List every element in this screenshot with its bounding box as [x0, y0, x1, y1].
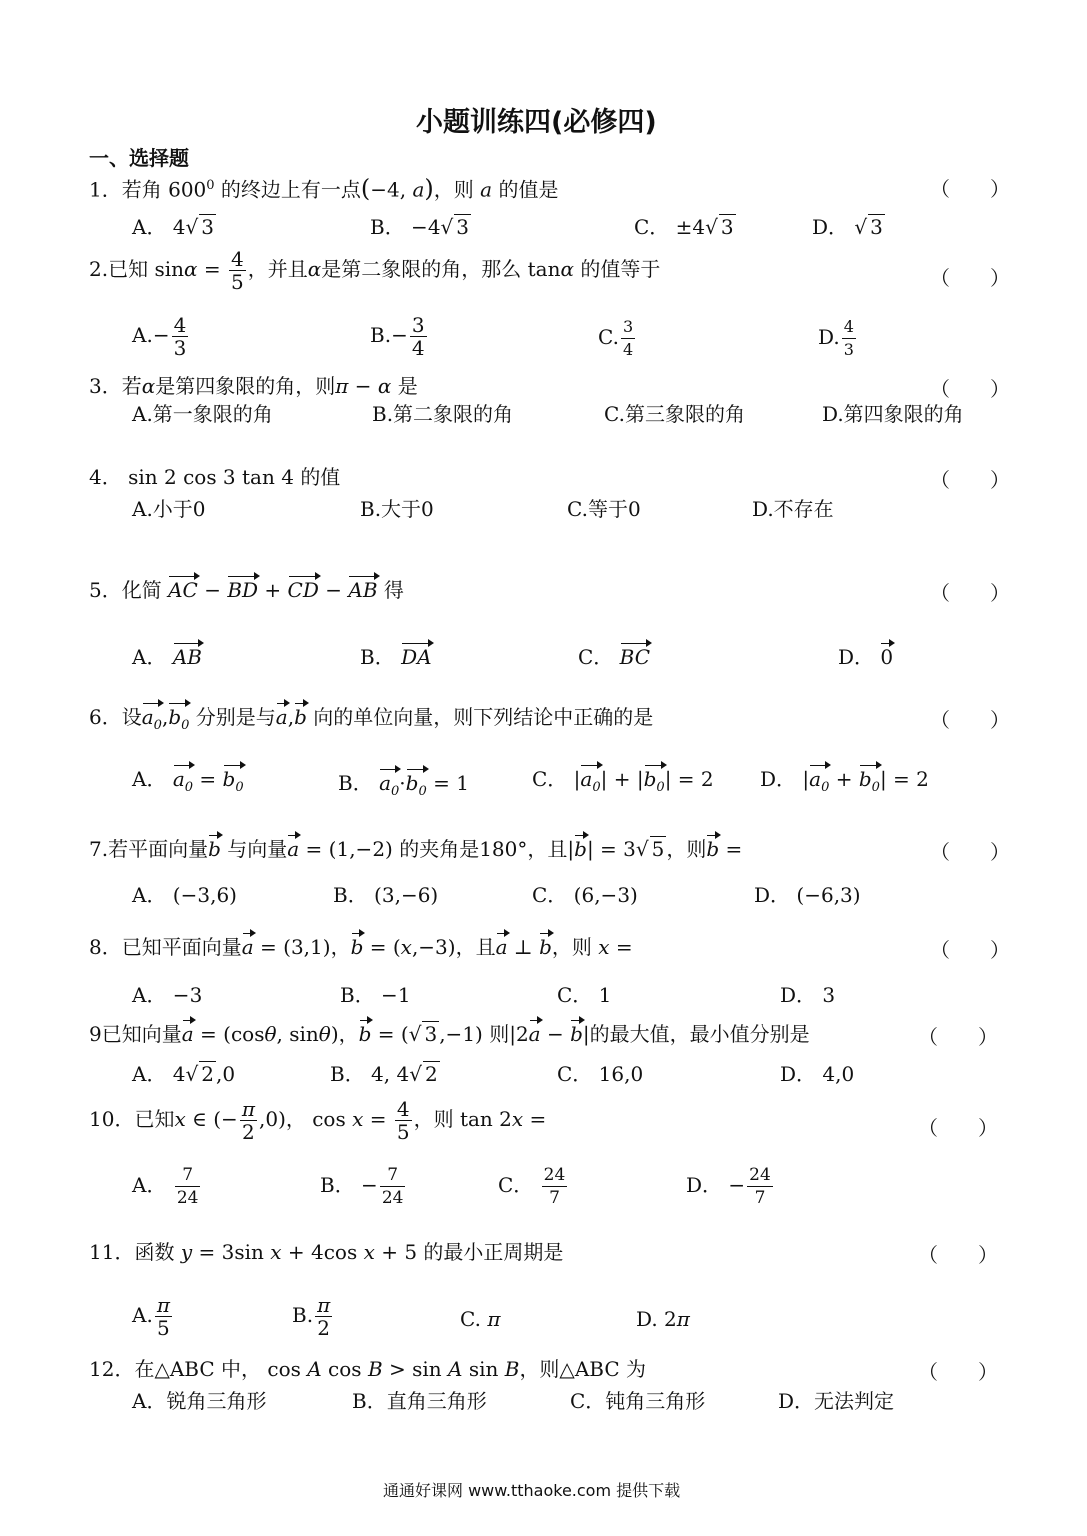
q3-option-a: A.第一象限的角 — [132, 402, 273, 426]
answer-paren-7: （ ） — [930, 840, 1010, 864]
q11-option-b: B. $\frac{\pi}{2}$ — [292, 1293, 331, 1340]
answer-paren-4: （ ） — [930, 468, 1010, 492]
answer-paren-12: （ ） — [918, 1360, 998, 1384]
question-5: 5．化简 AC − BD + CD − AB 得 — [89, 578, 404, 602]
question-6: 6．设$a_0,b_0$ 分别是与a,b 向的单位向量，则下列结论中正确的是 — [89, 704, 653, 739]
q5-option-c: C． BC — [578, 645, 651, 669]
q7-option-a: A． (−3,6) — [132, 883, 237, 907]
question-9: 9已知向量a = (cosθ, sinθ)，b = (√ 3 ,−1) 则|2a − b|的最大值，最小值分别是 — [89, 1022, 810, 1046]
q4-option-c: C.等于0 — [567, 497, 641, 521]
q9-option-b: B． 4, 4√ 2 — [330, 1062, 438, 1086]
q6-option-a: A． $a_0 = b_0$ — [132, 766, 244, 801]
q8-option-c: C． 1 — [557, 983, 612, 1007]
q6-option-b: B． $a_0\cdot b_0 = 1$ — [338, 770, 469, 805]
q8-option-b: B． −1 — [340, 983, 411, 1007]
q5-option-d: D． 0 — [838, 645, 894, 669]
q9-option-d: D． 4,0 — [780, 1062, 855, 1086]
answer-paren-8: （ ） — [930, 938, 1010, 962]
page-title: 小题训练四(必修四) — [416, 107, 657, 138]
q2-option-a: A.− $\frac{4}{3}$ — [132, 313, 187, 360]
q6-option-d: D． $|a_0 + b_0| = 2$ — [760, 766, 929, 801]
q7-option-c: C． (6,−3) — [532, 883, 638, 907]
q9-option-a: A． 4√ 2 ,0 — [132, 1062, 236, 1086]
answer-paren-5: （ ） — [930, 581, 1010, 605]
q12-option-c: C．钝角三角形 — [570, 1389, 706, 1413]
q12-option-a: A．锐角三角形 — [132, 1389, 267, 1413]
q7-option-d: D． (−6,3) — [754, 883, 861, 907]
q2-option-d: D. $\frac{4}{3}$ — [818, 317, 854, 359]
section-heading: 一、选择题 — [89, 146, 189, 170]
q2-option-b: B.− $\frac{3}{4}$ — [370, 313, 425, 360]
question-12: 12．在△ABC 中， cos A cos B > sin A sin B，则△ABC 为 — [89, 1357, 646, 1381]
q3-option-d: D.第四象限的角 — [822, 402, 964, 426]
q11-option-d: D. 2π — [636, 1307, 690, 1331]
q3-option-b: B.第二象限的角 — [372, 402, 514, 426]
question-10: 10．已知x ∈ (− $\frac{\pi}{2}$ ,0)， cos x = $\frac{4}{5}$ ，则 tan 2x = — [89, 1097, 547, 1144]
q1-option-b: B． −4√ 3 — [370, 215, 470, 239]
question-11: 11．函数 y = 3sin x + 4cos x + 5 的最小正周期是 — [89, 1240, 564, 1264]
answer-paren-10: （ ） — [918, 1116, 998, 1140]
question-3: 3．若α是第四象限的角，则π − α 是 — [89, 374, 418, 398]
q10-option-b: B． − $\frac{7}{24}$ — [320, 1165, 404, 1208]
question-4: 4． sin 2 cos 3 tan 4 的值 — [89, 465, 341, 489]
q11-option-a: A. $\frac{\pi}{5}$ — [132, 1293, 170, 1340]
q6-option-c: C． $|a_0| + |b_0| = 2$ — [532, 766, 714, 801]
q5-option-b: B． DA — [360, 645, 432, 669]
q5-option-a: A． AB — [132, 645, 202, 669]
q12-option-d: D．无法判定 — [778, 1389, 895, 1413]
q1-option-d: D． √ 3 — [812, 215, 883, 239]
q12-option-b: B．直角三角形 — [352, 1389, 487, 1413]
q1-option-a: A． 4√ 3 — [132, 215, 215, 239]
answer-paren-9: （ ） — [918, 1025, 998, 1049]
question-2: 2.已知 sinα = $\frac{4}{5}$ ，并且α是第二象限的角，那么 tanα 的值等于 — [89, 247, 661, 294]
q4-option-d: D.不存在 — [752, 497, 834, 521]
q4-option-a: A.小于0 — [132, 497, 206, 521]
question-7: 7.若平面向量b 与向量a = (1,−2) 的夹角是180°，且|b| = 3√ 5 ，则b = — [89, 837, 743, 861]
q3-option-c: C.第三象限的角 — [604, 402, 745, 426]
q7-option-b: B． (3,−6) — [333, 883, 439, 907]
answer-paren-6: （ ） — [930, 708, 1010, 732]
q8-option-d: D． 3 — [780, 983, 836, 1007]
q10-option-c: C． $\frac{24}{7}$ — [498, 1165, 566, 1208]
question-8: 8．已知平面向量a = (3,1)，b = (x,−3)，且a ⊥ b，则 x = — [89, 935, 633, 959]
q8-option-a: A． −3 — [132, 983, 203, 1007]
answer-paren-11: （ ） — [918, 1243, 998, 1267]
question-1: 1．若角 $600^0$ 的终边上有一点(−4, a)，则 a 的值是 — [89, 174, 559, 203]
q4-option-b: B.大于0 — [360, 497, 434, 521]
q9-option-c: C． 16,0 — [557, 1062, 644, 1086]
q10-option-d: D． − $\frac{24}{7}$ — [686, 1165, 771, 1208]
answer-paren-1: （ ） — [930, 177, 1010, 201]
q1-option-c: C． ±4√ 3 — [634, 215, 734, 239]
q2-option-c: C. $\frac{3}{4}$ — [598, 317, 634, 359]
q10-option-a: A． $\frac{7}{24}$ — [132, 1165, 199, 1208]
page-footer: 通通好课网 www.tthaoke.com 提供下载 — [383, 1481, 681, 1500]
answer-paren-3: （ ） — [930, 377, 1010, 401]
answer-paren-2: （ ） — [930, 266, 1010, 290]
q11-option-c: C. π — [460, 1307, 501, 1331]
